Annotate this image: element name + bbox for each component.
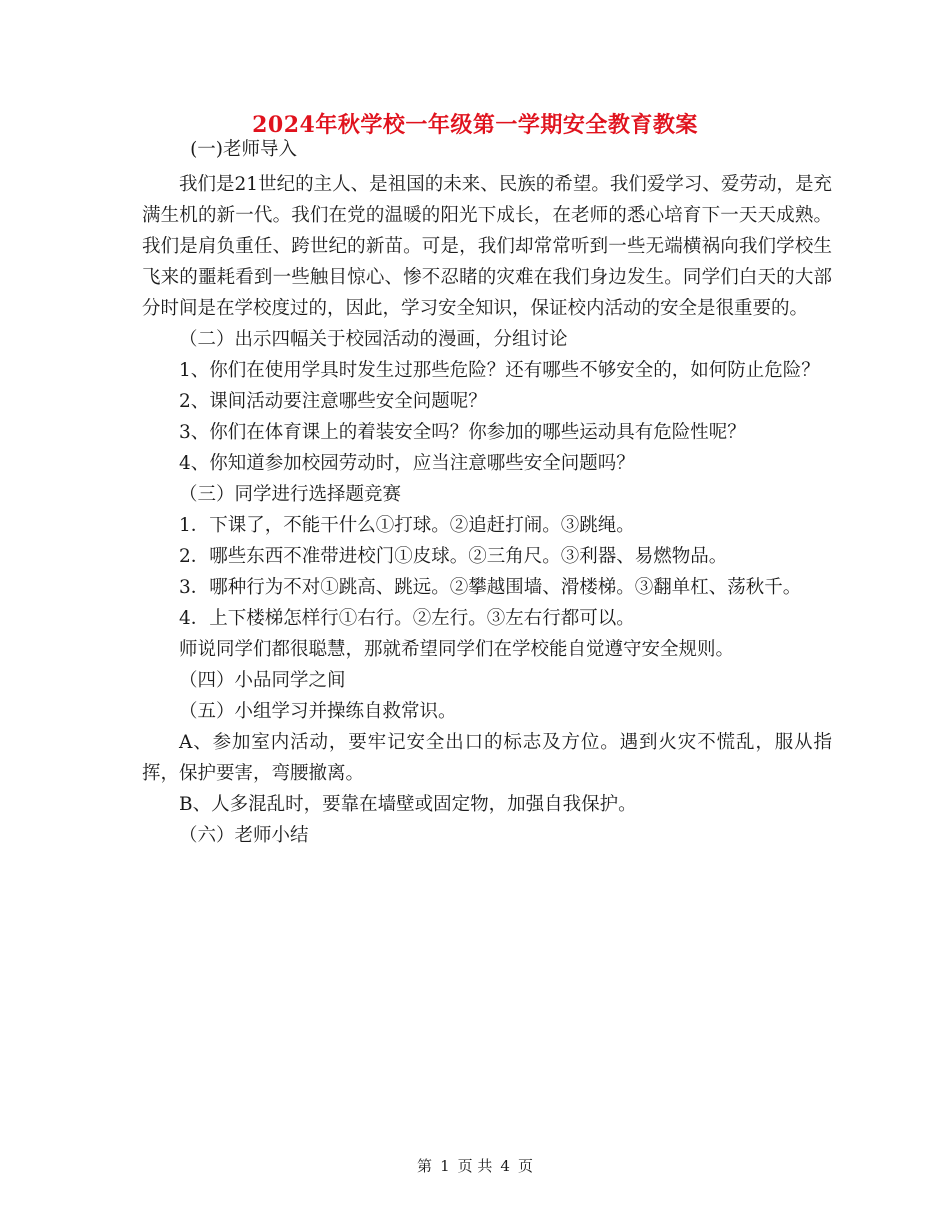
- total-pages: 4: [500, 1157, 510, 1175]
- list-item: 2．哪些东西不准带进校门①皮球。②三角尺。③利器、易燃物品。: [179, 546, 728, 567]
- section-heading: （二）出示四幅关于校园活动的漫画，分组讨论: [179, 329, 568, 350]
- list-item: 4、你知道参加校园劳动时，应当注意哪些安全问题吗？: [179, 453, 635, 474]
- list-item: B、人多混乱时，要靠在墙壁或固定物，加强自我保护。: [179, 794, 637, 815]
- section-heading: （三）同学进行选择题竞赛: [179, 484, 402, 505]
- section-heading: （五）小组学习并操练自救常识。: [179, 701, 457, 722]
- list-item: 3、你们在体育课上的着装安全吗？你参加的哪些运动具有危险性呢？: [179, 422, 746, 443]
- list-item: 2、课间活动要注意哪些安全问题呢？: [179, 391, 487, 412]
- list-item: 1、你们在使用学具时发生过那些危险？还有哪些不够安全的，如何防止危险？: [179, 360, 820, 381]
- footer-prefix: 第: [417, 1157, 433, 1175]
- paragraph: 师说同学们都很聪慧，那就希望同学们在学校能自觉遵守安全规则。: [179, 639, 735, 660]
- footer-suffix: 页: [517, 1157, 533, 1175]
- list-item: 4．上下楼梯怎样行①右行。②左行。③左右行都可以。: [179, 608, 635, 629]
- document-body: [142, 138, 832, 851]
- section-heading: (一)老师导入: [190, 139, 298, 160]
- list-item: 1．下课了，不能干什么①打球。②追赶打闹。③跳绳。: [179, 515, 635, 536]
- page-footer: [0, 1155, 950, 1176]
- list-item: 3．哪种行为不对①跳高、跳远。②攀越围墙、滑楼梯。③翻单杠、荡秋千。: [179, 577, 802, 598]
- paragraph: 我们是21世纪的主人、是祖国的未来、民族的希望。我们爱学习、爱劳动，是充满生机的新一代。我们在党的温暖的阳光下成长，在老师的悉心培育下一天天成熟。我们是肩负重任、跨世纪的新苗。可是，我们却常常听到一些无端横祸向我们学校生飞来的噩耗看到一些触目惊心、惨不忍睹的灾难在我们身边发生。同学们白天的大部分时间是在学校度过的，因此，学习安全知识，保证校内活动的安全是很重要的。: [142, 174, 832, 319]
- list-item: A、参加室内活动，要牢记安全出口的标志及方位。遇到火灾不慌乱，服从指挥，保护要害，弯腰撤离。: [142, 732, 832, 784]
- page-number: 1: [440, 1157, 450, 1175]
- footer-mid: 页 共: [457, 1157, 493, 1175]
- document-title: 2024年秋学校一年级第一学期安全教育教案: [252, 112, 698, 138]
- section-heading: （六）老师小结: [179, 825, 309, 846]
- section-heading: （四）小品同学之间: [179, 670, 346, 691]
